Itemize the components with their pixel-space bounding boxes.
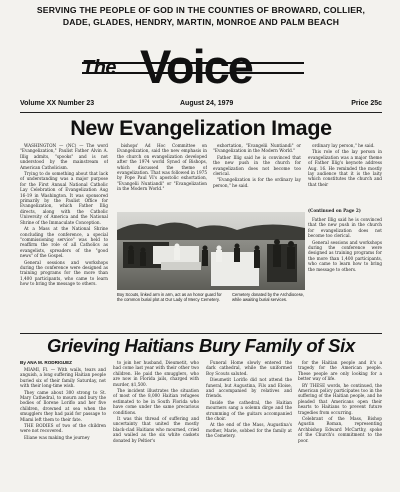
- paragraph: Celebrant of the Mass, Bishop Agustin Roman, representing Archbishop Edward McCarthy, spoke of the Church's commitment to the poor.: [298, 416, 382, 443]
- story2-column-3: [206, 360, 292, 487]
- masthead: [82, 40, 318, 93]
- banner: [20, 4, 382, 28]
- paragraph: for the Haitian people and it's a tragedy for the American people. These people are only looking for a better way of life.: [298, 360, 382, 382]
- headline-haitians: Grieving Haitians Bury Family of Six: [47, 335, 355, 356]
- paragraph: MIAMI, Fl. — With wails, tears and anguish, a long suffering Haitian people buried six of their family Saturday, not with their long-time wish.: [20, 367, 106, 389]
- paragraph: At a Mass at the National Shrine concluding the conference, a special "commissioning service" was held to reaffirm the role of all Catholics as evangelists, spreaders of the "good news" of the Gospel.: [20, 226, 108, 259]
- photo-caption-right: Cemetery donated by the Archdiocese, while awaiting burial services.: [232, 292, 305, 302]
- story1-column-5: [308, 217, 382, 330]
- paragraph: BY THESE words, he continued, the American policy participates too in the suffering of the Haitian people, and he pleaded that Americans open their hearts to Haitians to prevent future tragedies from occurring.: [298, 382, 382, 415]
- paragraph: They came about 300 strong to St. Mary Cathedral, to mourn and bury the bodies of Ilorene Loriflo and her five children, drowned at sea when the smugglers they had paid for passage to Miami left them to their fate.: [20, 389, 106, 422]
- masthead-title: Voice: [140, 40, 252, 93]
- paragraph: Father Illig said he is convinced that the new push in the church for evangelization does not become too clerical.: [213, 154, 301, 177]
- divider-middle: [20, 333, 382, 334]
- volume-number: Volume XX Number 23: [20, 100, 95, 107]
- story1-column-4: [308, 143, 382, 208]
- paragraph: Funeral Home slowly entered the dark cathedral, while the uniformed Boy Scouts saluted.: [206, 360, 292, 376]
- paragraph: Father Illig said he is convinced that the new push in the church for evangelization does not become too clerical.: [308, 217, 382, 239]
- paragraph: General sessions and workshops during the conference were designed as training programs for the more than 1,400 participants, who came to learn how to bring the message to others.: [20, 259, 108, 287]
- paragraph: to join her husband, Dieumetit, who had come last year with their other two children. He paid the smugglers, who are now in Florida jails, charged with murder, $1,500.: [113, 360, 199, 387]
- issue-date: August 24, 1979: [180, 100, 234, 107]
- paragraph: Eliane was making the journey: [24, 434, 90, 440]
- story2-column-1: [20, 367, 106, 487]
- funeral-photo: [117, 212, 305, 290]
- continued-note: (Continued on Page 2): [308, 208, 361, 213]
- issue-info-row: [20, 100, 382, 112]
- photo-image: [117, 212, 305, 290]
- byline: By ANA M. RODRIGUEZ: [20, 360, 72, 365]
- price: Price 25c: [351, 100, 382, 107]
- masthead-the: The: [82, 57, 117, 79]
- divider-top: [20, 112, 382, 113]
- paragraph: THE BODIES of two of the children were not recovered.: [20, 423, 106, 434]
- paragraph: It was this thread of suffering and uncertainty that united the mostly black-clad Haitians who mourned, cried and wailed as the six white caskets donated by Peltier's: [113, 416, 199, 443]
- paragraph: exhortation, "Evangelii Nuntiandi" or "Evangelization in the Modern World.": [213, 143, 301, 154]
- paragraph: General sessions and workshops during the conference were designed as training programs for the more than 1,400 participants, who came to learn how to bring the message to others.: [308, 239, 382, 272]
- banner-line-1: SERVING THE PEOPLE OF GOD IN THE COUNTIES OF BROWARD, COLLIER,: [36, 5, 366, 15]
- story1-column-1: [20, 143, 108, 330]
- story2-column-4: [298, 360, 382, 487]
- paragraph: "Evangelization is for the ordinary lay person," he said.: [213, 177, 301, 188]
- paragraph: Trying to do something about that lack of understanding was a major purpose for the First Annual National Catholic Lay Celebration of Evangelization Aug 16-19 in Washington. It was sponsored primarily by the Paulist Office for Evangelization, which Father Illig directs, along with the Catholic University of America and the National Shrine of the Immaculate Conception.: [20, 171, 108, 225]
- headline-evangelization: New Evangelization Image: [70, 116, 332, 140]
- paragraph: bishops' Ad Hoc Committee on Evangelization, said the new emphasis in the church on evangelization developed after the 1974 world Synod of Bishops, which discussed the theme of evangelization. That was followed in 1975 by Pope Paul VI's apostolic exhortation, "Evangelii Nuntiandi" or "Evangelization in the Modern World.": [117, 143, 207, 192]
- paragraph: Inside the cathedral, the Haitian mourners sang a solemn dirge and the strumming of the guitars accompanied the choir.: [206, 399, 292, 422]
- banner-line-2: DADE, GLADES, HENDRY, MARTIN, MONROE AND PALM BEACH: [62, 17, 340, 27]
- paragraph: The incident illustrates the situation of most of the 8,000 Haitian refugees estimated to be in South Florida who have come under the same precarious conditions.: [113, 388, 199, 415]
- story2-column-2: [113, 360, 199, 487]
- paragraph: This role of the lay person in evangelization was a major theme of Father Illig's keynote address Aug. 16. He reminded the mostly lay audience that it is the laity which constitutes the church and that their: [308, 149, 382, 187]
- paragraph: WASHINGTON — (NC) — The word "Evangelization," Paulist Father Alvin A. Illig admits, "spooks" and is not understood by the mainstream of American Catholicism.: [20, 143, 108, 170]
- story1-column-3: [213, 143, 301, 208]
- paragraph: At the end of the Mass, Augustina's mother, Marie, sobbed for the family at the Cemetery.: [206, 422, 292, 439]
- paragraph: ordinary lay person," he said.: [312, 143, 375, 148]
- story1-column-2: [117, 143, 207, 208]
- photo-caption-left: Boy Scouts, linked arm in arm, act as an honor guard for the common burial plot at Our Lady of Mercy Cemetery.: [117, 292, 222, 302]
- paragraph: Dieumetit Loriflo did not attend the funeral, but Augustina, Fils and Eloise, and accompanied by relatives and friends.: [206, 377, 292, 399]
